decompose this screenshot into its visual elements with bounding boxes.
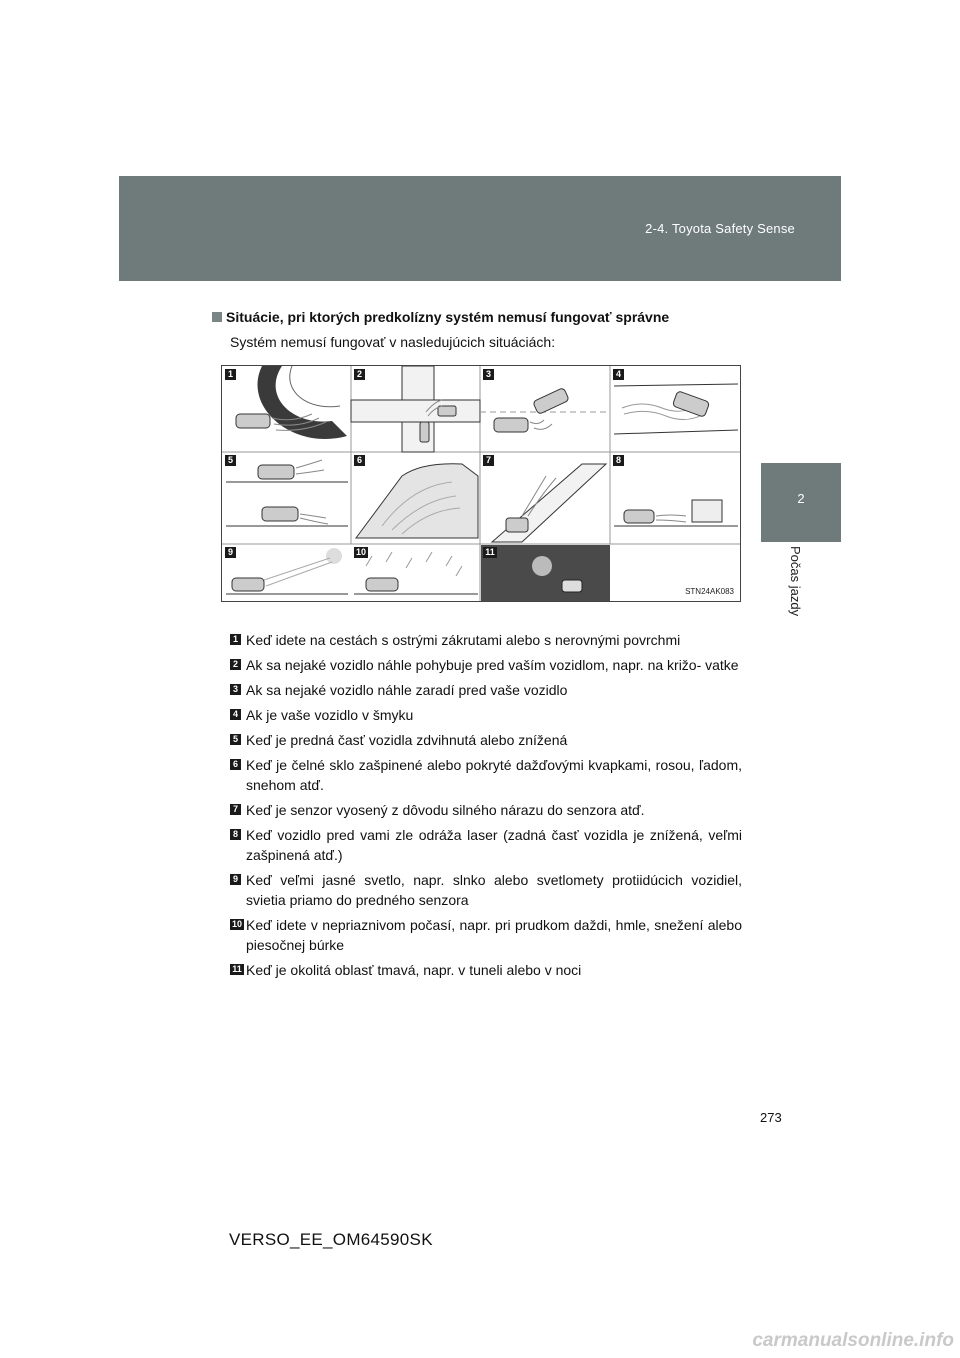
- item-number-badge: 1: [230, 634, 241, 645]
- item-text: Keď je predná časť vozidla zdvihnutá alebo znížená: [246, 732, 568, 748]
- item-text: Keď je čelné sklo zašpinené alebo pokryté dažďovými kvapkami, rosou, ľadom, snehom atď.: [246, 757, 742, 793]
- section-title: 2-4. Toyota Safety Sense: [645, 221, 795, 236]
- list-item: [230, 800, 742, 820]
- list-item: [230, 655, 742, 675]
- document-code: VERSO_EE_OM64590SK: [229, 1230, 433, 1249]
- item-text: Keď idete v nepriaznivom počasí, napr. pri prudkom daždi, hmle, snežení alebo piesočnej búrke: [246, 917, 742, 953]
- chapter-number: 2: [797, 491, 805, 506]
- misaligned-sensor-illustration: [492, 464, 606, 542]
- chapter-tab: [761, 463, 841, 542]
- illustration-grid: [222, 366, 740, 601]
- item-number-badge: 7: [230, 804, 241, 815]
- bad-weather-illustration: [354, 552, 478, 594]
- raised-front-illustration: [226, 460, 348, 526]
- panel-number-badge: 5: [225, 455, 236, 466]
- square-bullet-icon: [212, 312, 222, 322]
- list-item: [230, 630, 742, 650]
- item-text: Ak je vaše vozidlo v šmyku: [246, 707, 414, 723]
- panel-number-badge: 4: [613, 369, 624, 380]
- section-heading: [212, 309, 669, 325]
- intersection-illustration: [351, 366, 480, 452]
- item-text: Keď idete na cestách s ostrými zákrutami alebo s nerovnými povrchmi: [246, 632, 681, 648]
- item-number-badge: 5: [230, 734, 241, 745]
- skid-illustration: [614, 384, 738, 434]
- page-number: 273: [760, 1110, 782, 1125]
- list-item: [230, 825, 742, 865]
- panel-number-badge: 11: [483, 547, 497, 558]
- figure-code: STN24AK083: [685, 587, 734, 596]
- list-item: [230, 705, 742, 725]
- list-item: [230, 755, 742, 795]
- bright-light-illustration: [226, 548, 348, 594]
- item-number-badge: 8: [230, 829, 241, 840]
- panel-number-badge: 1: [225, 369, 236, 380]
- item-number-badge: 10: [231, 919, 242, 929]
- watermark: carmanualsonline.info: [752, 1330, 954, 1351]
- list-item: [230, 680, 742, 700]
- panel-number-badge: 10: [355, 547, 366, 557]
- truck-illustration: [614, 500, 738, 526]
- situation-list: [230, 630, 742, 985]
- section-heading-text: Situácie, pri ktorých predkolízny systém nemusí fungovať správne: [226, 309, 670, 325]
- item-text: Keď veľmi jasné svetlo, napr. slnko alebo svetlomety protiidúcich vozidiel, svietia priamo do predného senzora: [246, 872, 742, 908]
- item-text: Ak sa nejaké vozidlo náhle zaradí pred vaše vozidlo: [246, 682, 568, 698]
- list-item: [230, 960, 742, 980]
- item-text: Keď vozidlo pred vami zle odráža laser (zadná časť vozidla je znížená, veľmi zašpinená atď.): [246, 827, 742, 863]
- list-item: [230, 870, 742, 910]
- panel-number-badge: 6: [354, 455, 365, 466]
- chapter-label: Počas jazdy: [788, 546, 803, 617]
- item-number-badge: 11: [230, 964, 244, 975]
- item-number-badge: 9: [230, 874, 241, 885]
- item-text: Keď je senzor vyosený z dôvodu silného nárazu do senzora atď.: [246, 802, 645, 818]
- item-number-badge: 6: [230, 759, 241, 770]
- list-item: [230, 730, 742, 750]
- section-intro: Systém nemusí fungovať v nasledujúcich situáciách:: [230, 334, 556, 350]
- panel-number-badge: 7: [483, 455, 494, 466]
- item-number-badge: 3: [230, 684, 241, 695]
- illustration-figure: [221, 365, 741, 602]
- item-number-badge: 2: [230, 659, 241, 670]
- list-item: [230, 915, 742, 955]
- curved-road-illustration: [236, 366, 347, 439]
- item-number-badge: 4: [230, 709, 241, 720]
- item-text: Keď je okolitá oblasť tmavá, napr. v tuneli alebo v noci: [246, 962, 582, 978]
- panel-number-badge: 9: [225, 547, 236, 558]
- panel-number-badge: 3: [483, 369, 494, 380]
- item-text: Ak sa nejaké vozidlo náhle pohybuje pred vaším vozidlom, napr. na križo- vatke: [246, 657, 739, 673]
- cut-in-illustration: [480, 387, 610, 432]
- section-header-bar: [119, 176, 841, 281]
- tunnel-illustration: [481, 545, 610, 601]
- panel-number-badge: 2: [354, 369, 365, 380]
- dirty-windshield-illustration: [356, 464, 478, 538]
- panel-number-badge: 8: [613, 455, 624, 466]
